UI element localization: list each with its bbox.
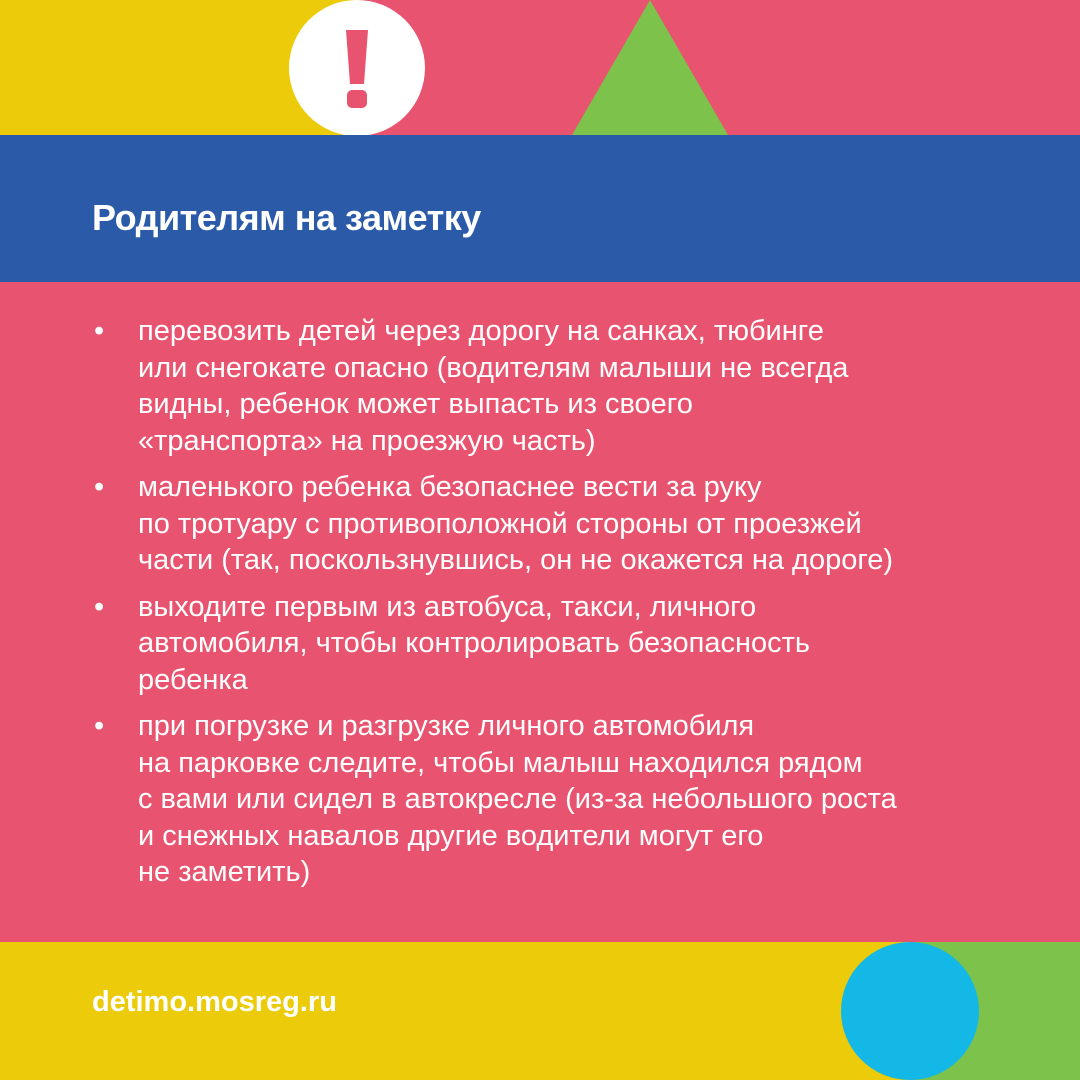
- footer-url[interactable]: detimo.mosreg.ru: [92, 986, 337, 1018]
- green-triangle-shape: [572, 0, 728, 135]
- list-item: [92, 469, 1022, 579]
- bullet-icon: •: [94, 315, 105, 347]
- tip-text: при погрузке и разгрузке личного автомобиля на парковке следите, чтобы малыш находился рядом с вами или сидел в автокресле (из-за небольшого роста и снежных навалов другие водители могут его не заметить): [138, 710, 897, 888]
- tip-text: перевозить детей через дорогу на санках, тюбинге или снегокате опасно (водителям малыши не всегда видны, ребенок может выпасть из своего «транспорта» на проезжую часть): [138, 315, 849, 457]
- bullet-icon: •: [94, 710, 105, 742]
- alert-badge: [289, 0, 425, 136]
- tip-text: маленького ребенка безопаснее вести за руку по тротуару с противоположной стороны от проезжей части (так, поскользнувшись, он не окажется на дороге): [138, 471, 894, 576]
- bullet-icon: •: [94, 590, 105, 623]
- page-title: Родителям на заметку: [92, 197, 481, 238]
- bullet-icon: •: [94, 471, 105, 503]
- cyan-circle-shape: [841, 942, 979, 1080]
- list-item: [92, 708, 1022, 891]
- list-item: [92, 589, 1022, 699]
- list-item: [92, 313, 1022, 459]
- tips-list: [92, 313, 1022, 901]
- tip-text: выходите первым из автобуса, такси, личного автомобиля, чтобы контролировать безопасность ребенка: [138, 590, 810, 696]
- exclamation-icon: [342, 26, 372, 110]
